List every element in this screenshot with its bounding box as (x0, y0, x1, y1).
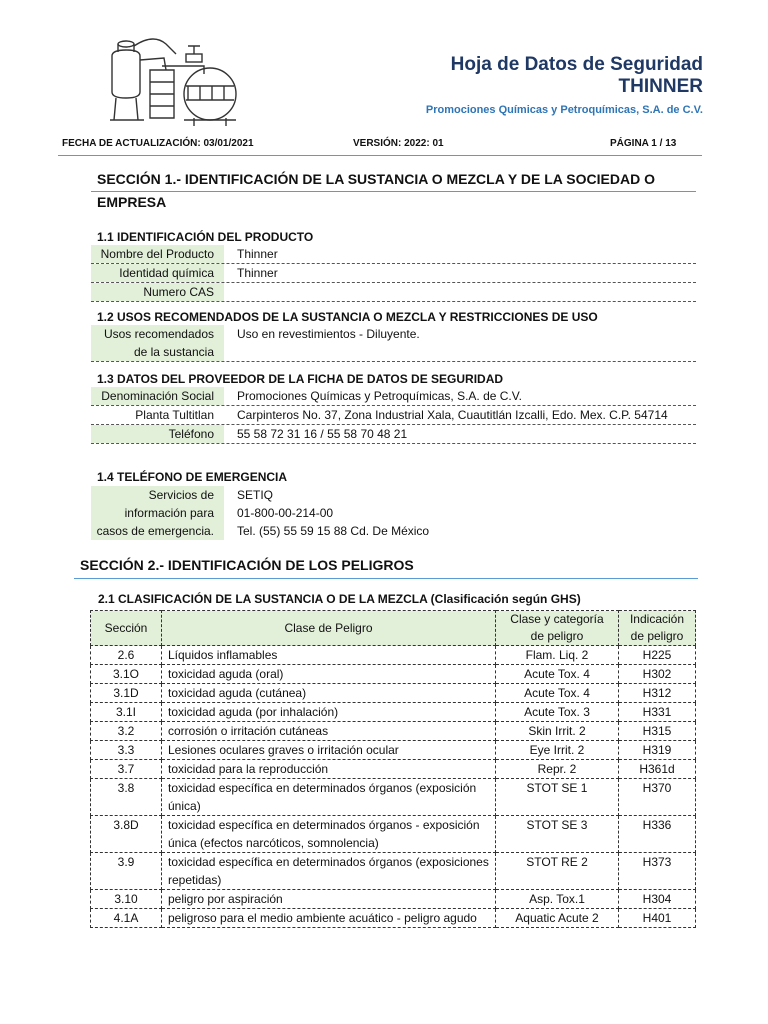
category-cell: Acute Tox. 4 (496, 684, 619, 703)
hazard-class-cell: toxicidad específica en determinados órganos (exposiciones repetidas) (162, 853, 496, 890)
kv-value: Carpinteros No. 37, Zona Industrial Xala, Cuautitlán Izcalli, Edo. Mex. C.P. 54714 (237, 408, 668, 422)
kv-label: Teléfono (91, 425, 224, 443)
section-2-title: SECCIÓN 2.- IDENTIFICACIÓN DE LOS PELIGROS (80, 557, 414, 573)
kv-label: Usos recomendados de la sustancia (91, 325, 224, 361)
hazard-statement-cell: H401 (619, 909, 696, 928)
emergency-phone: Tel. (55) 55 59 15 88 Cd. De México (237, 524, 430, 538)
kv-value: Uso en revestimientos - Diluyente. (237, 327, 420, 341)
table-row (91, 909, 696, 928)
kv-label: Denominación Social (91, 387, 224, 405)
page-number: PÁGINA 1 / 13 (610, 138, 677, 149)
subsection-2-1-title: 2.1 CLASIFICACIÓN DE LA SUSTANCIA O DE LA MEZCLA (Clasificación según GHS) (98, 592, 581, 606)
company-logo (104, 30, 238, 130)
product-identification-table (91, 245, 696, 302)
kv-row (91, 425, 696, 444)
hazard-statement-cell: H302 (619, 665, 696, 684)
hazard-class-cell: Líquidos inflamables (162, 646, 496, 665)
emergency-service: SETIQ (237, 488, 274, 502)
kv-value: Promociones Químicas y Petroquímicas, S.A. de C.V. (237, 389, 523, 403)
subsection-1-2-title: 1.2 USOS RECOMENDADOS DE LA SUSTANCIA O MEZCLA Y RESTRICCIONES DE USO (97, 310, 598, 324)
supplier-data-table (91, 387, 696, 444)
product-name: THINNER (618, 76, 703, 97)
kv-label: Planta Tultitlan (135, 408, 214, 422)
section-cell: 3.1O (91, 665, 162, 684)
category-cell: Aquatic Acute 2 (496, 909, 619, 928)
section-1-title: SECCIÓN 1.- IDENTIFICACIÓN DE LA SUSTANCIA O MEZCLA Y DE LA SOCIEDAD O EMPRESA (97, 171, 655, 210)
category-cell: STOT RE 2 (496, 853, 619, 890)
version: VERSIÓN: 2022: 01 (353, 138, 444, 149)
emergency-phone-table (91, 486, 696, 540)
kv-value: Thinner (237, 266, 278, 280)
category-cell: Acute Tox. 4 (496, 665, 619, 684)
kv-row (91, 406, 696, 425)
hazard-statement-cell: H225 (619, 646, 696, 665)
ghs-classification-table (90, 610, 696, 928)
recommended-uses-table (91, 325, 696, 362)
hazard-class-cell: peligroso para el medio ambiente acuático - peligro agudo (162, 909, 496, 928)
document-title: Hoja de Datos de Seguridad (450, 54, 703, 75)
category-cell: Skin Irrit. 2 (496, 722, 619, 741)
kv-row (91, 387, 696, 406)
column-header: Clase de Peligro (162, 611, 496, 646)
subsection-1-3-title: 1.3 DATOS DEL PROVEEDOR DE LA FICHA DE DATOS DE SEGURIDAD (97, 372, 504, 386)
category-cell: Asp. Tox.1 (496, 890, 619, 909)
hazard-statement-cell: H304 (619, 890, 696, 909)
hazard-statement-cell: H370 (619, 779, 696, 816)
section-cell: 3.7 (91, 760, 162, 779)
kv-label: Numero CAS (91, 283, 224, 301)
table-row (91, 722, 696, 741)
emergency-number: 01-800-00-214-00 (237, 506, 334, 520)
table-row (91, 779, 696, 816)
kv-value (224, 486, 696, 540)
hazard-statement-cell: H319 (619, 741, 696, 760)
category-cell: Acute Tox. 3 (496, 703, 619, 722)
table-row (91, 760, 696, 779)
subsection-1-1-title: 1.1 IDENTIFICACIÓN DEL PRODUCTO (97, 230, 314, 244)
section-cell: 3.3 (91, 741, 162, 760)
category-cell: STOT SE 1 (496, 779, 619, 816)
hazard-class-cell: toxicidad específica en determinados órganos (exposición única) (162, 779, 496, 816)
header-divider (58, 155, 702, 156)
section-2-divider (74, 578, 698, 579)
table-row (91, 890, 696, 909)
hazard-statement-cell: H312 (619, 684, 696, 703)
table-row (91, 665, 696, 684)
kv-value: Thinner (237, 247, 278, 261)
hazard-class-cell: corrosión o irritación cutáneas (162, 722, 496, 741)
section-cell: 3.8D (91, 816, 162, 853)
section-cell: 3.1D (91, 684, 162, 703)
table-row (91, 646, 696, 665)
column-header: Clase y categoría de peligro (496, 611, 619, 646)
hazard-class-cell: toxicidad aguda (por inhalación) (162, 703, 496, 722)
kv-value (224, 283, 696, 301)
hazard-statement-cell: H331 (619, 703, 696, 722)
hazard-statement-cell: H373 (619, 853, 696, 890)
kv-label: Nombre del Producto (91, 245, 224, 263)
table-row (91, 816, 696, 853)
table-row (91, 703, 696, 722)
kv-row (91, 325, 696, 362)
company-name: Promociones Químicas y Petroquímicas, S.A. de C.V. (425, 104, 703, 116)
hazard-statement-cell: H315 (619, 722, 696, 741)
hazard-class-cell: toxicidad específica en determinados órganos - exposición única (efectos narcóticos, somnolencia) (162, 816, 496, 853)
category-cell: Flam. Liq. 2 (496, 646, 619, 665)
section-cell: 3.9 (91, 853, 162, 890)
category-cell: STOT SE 3 (496, 816, 619, 853)
kv-row (91, 264, 696, 283)
section-cell: 3.8 (91, 779, 162, 816)
table-row (91, 853, 696, 890)
kv-label: Identidad química (91, 264, 224, 282)
hazard-class-cell: toxicidad aguda (cutánea) (162, 684, 496, 703)
update-date: FECHA DE ACTUALIZACIÓN: 03/01/2021 (62, 138, 254, 149)
section-1-divider (91, 191, 696, 192)
kv-value: 55 58 72 31 16 / 55 58 70 48 21 (237, 427, 408, 441)
kv-label: Servicios de información para casos de emergencia. (91, 486, 224, 540)
document-header (426, 54, 703, 116)
kv-row (91, 283, 696, 302)
hazard-class-cell: toxicidad para la reproducción (162, 760, 496, 779)
hazard-class-cell: peligro por aspiración (162, 890, 496, 909)
table-header-row (91, 611, 696, 646)
kv-row (91, 245, 696, 264)
hazard-statement-cell: H361d (619, 760, 696, 779)
subsection-1-4-title: 1.4 TELÉFONO DE EMERGENCIA (97, 470, 288, 484)
section-cell: 3.1I (91, 703, 162, 722)
hazard-class-cell: toxicidad aguda (oral) (162, 665, 496, 684)
section-cell: 3.10 (91, 890, 162, 909)
hazard-statement-cell: H336 (619, 816, 696, 853)
category-cell: Repr. 2 (496, 760, 619, 779)
section-cell: 2.6 (91, 646, 162, 665)
kv-row (91, 486, 696, 540)
section-cell: 3.2 (91, 722, 162, 741)
category-cell: Eye Irrit. 2 (496, 741, 619, 760)
column-header: Sección (91, 611, 162, 646)
column-header: Indicación de peligro (619, 611, 696, 646)
table-row (91, 684, 696, 703)
section-cell: 4.1A (91, 909, 162, 928)
hazard-class-cell: Lesiones oculares graves o irritación ocular (162, 741, 496, 760)
table-row (91, 741, 696, 760)
